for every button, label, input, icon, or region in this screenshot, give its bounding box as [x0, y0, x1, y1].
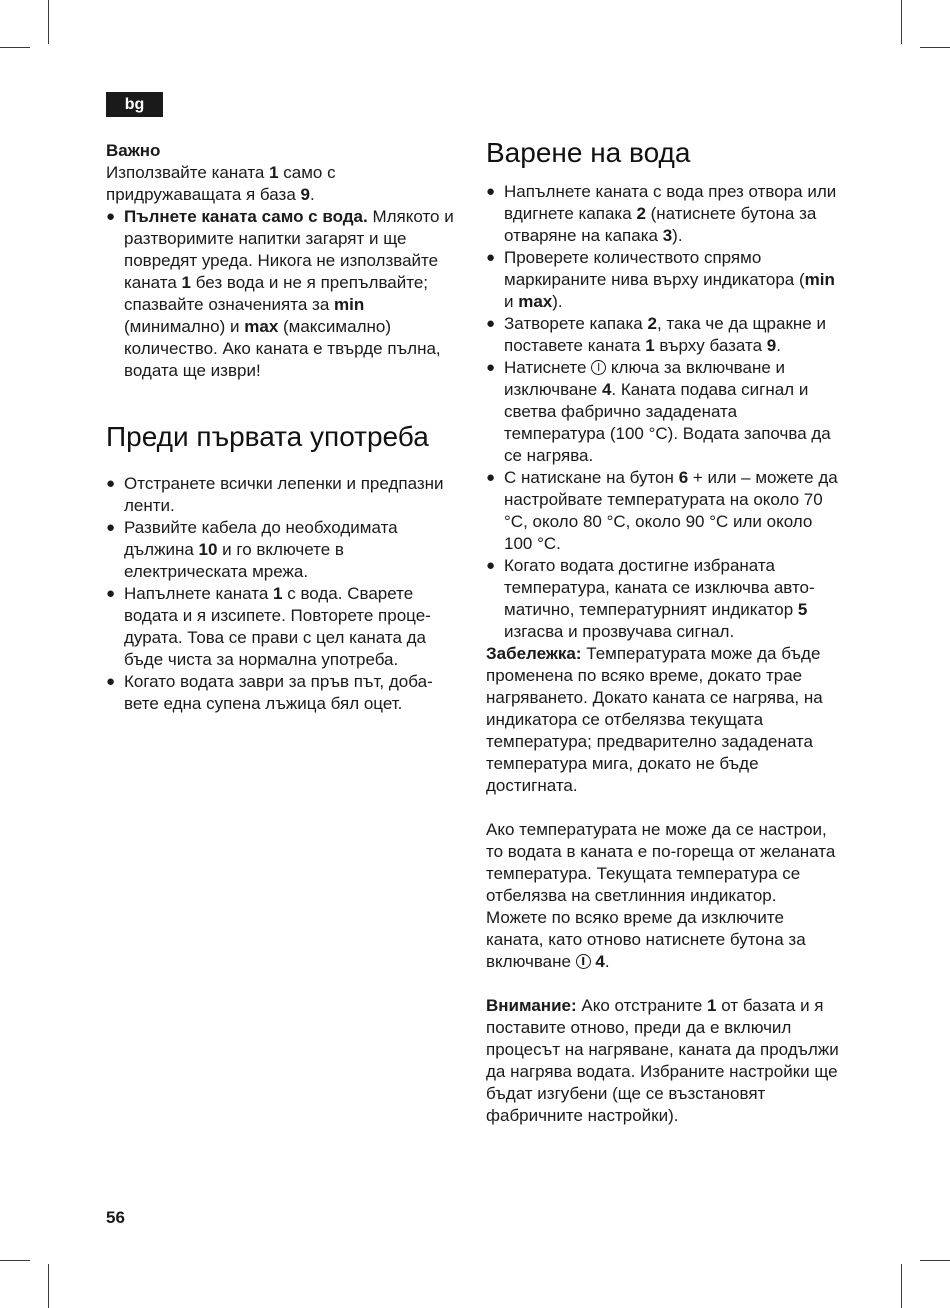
- list-item: ● С натискане на бутон 6 + или – можете да настройвате температурата на около 70 °C, около 80 °C, около 90 °C или около 100 °C.: [486, 468, 838, 553]
- important-text: Използвайте каната 1 само с придружаващата я база 9.: [106, 163, 336, 204]
- list-item: ● Натиснете ключа за включване и изключване 4. Каната подава сигнал и светва фабрично зададената температура (100 °C). Водата започва да се нагрява.: [486, 358, 831, 465]
- language-tag: bg: [106, 92, 163, 117]
- paragraph: Ако температурата не може да се настрои, то водата в каната е по-гореща от желаната температура. Текущата температура се отбелязва на светлинния индикатор.: [486, 820, 836, 905]
- important-list: [106, 206, 456, 382]
- crop-mark: [48, 1264, 49, 1308]
- boiling-steps-list: [486, 181, 842, 643]
- bullet-icon: ●: [106, 673, 116, 690]
- list-item: ● Развийте кабела до необходимата дължина 10 и го включете в електрическата мрежа.: [106, 518, 398, 581]
- page-number: 56: [106, 1208, 125, 1227]
- note-paragraph: Забележка: Температурата може да бъде променена по всяко време, докато трае нагряването. Докато каната се нагрява, на индикатора се отбелязва текущата температура; предварително зададената температура мига, докато не бъде достигната.: [486, 644, 823, 795]
- bullet-icon: ●: [106, 208, 116, 225]
- list-item: ● Напълнете каната с вода през отвора или вдигнете капака 2 (натиснете бутона за отваряне на капака 3).: [486, 182, 837, 245]
- section-heading-before-first-use: Преди първата употреба: [106, 421, 429, 452]
- power-icon: [591, 360, 606, 375]
- list-item: ● Отстранете всички лепенки и предпазни ленти.: [106, 474, 444, 515]
- crop-mark: [0, 1260, 30, 1261]
- crop-mark: [48, 0, 49, 44]
- bullet-icon: ●: [106, 585, 116, 602]
- bullet-icon: ●: [486, 249, 496, 266]
- bullet-icon: ●: [486, 469, 496, 486]
- crop-mark: [920, 47, 950, 48]
- list-item: ● Проверете количеството спрямо маркираните нива върху индикатора (min и max).: [486, 248, 835, 311]
- bullet-icon: ●: [106, 519, 116, 536]
- list-item: ● Напълнете каната 1 с вода. Сварете водата и я изсипете. Повторете процедурата. Това се прави с цел каната да бъде чиста за нормална употреба.: [106, 584, 431, 669]
- power-icon: [576, 954, 591, 969]
- bullet-icon: ●: [486, 315, 496, 332]
- crop-mark: [901, 0, 902, 44]
- list-item: ● Когато водата заври за пръв път, добавете една супена лъжица бял оцет.: [106, 672, 433, 713]
- bullet-icon: ●: [106, 475, 116, 492]
- bullet-icon: ●: [486, 557, 496, 574]
- crop-mark: [901, 1264, 902, 1308]
- paragraph: Можете по всяко време да изключите каната, като отново натиснете бутона за включване 4.: [486, 908, 806, 971]
- crop-mark: [920, 1260, 950, 1261]
- list-item: ● Пълнете каната само с вода. Млякото и разтворимите напитки загарят и ще повредят уреда. Никога не използвайте каната 1 без вода и не я препълвайте; спазвайте означенията за min (минимално) и max (максимално) количество. Ако каната е твърде пълна, водата ще изври!: [106, 207, 454, 380]
- caution-paragraph: Внимание: Ако отстраните 1 от базата и я поставите отново, преди да е включил процесът на нагряване, каната да продължи да нагрява водата. Избраните настройки ще бъдат изгубени (ще се възстановят фабричните настройки).: [486, 996, 839, 1125]
- right-column: [486, 136, 842, 1127]
- important-title: Важно: [106, 141, 161, 160]
- list-item: ● Когато водата достигне избраната температура, каната се изключва автоматично, температурният индикатор 5 изгасва и прозвучава сигнал.: [486, 556, 815, 641]
- bullet-icon: ●: [486, 359, 496, 376]
- left-column: [106, 140, 456, 715]
- list-item: ● Затворете капака 2, така че да щракне и поставете каната 1 върху базата 9.: [486, 314, 826, 355]
- section-heading-boiling-water: Варене на вода: [486, 137, 691, 168]
- before-use-list: [106, 473, 456, 715]
- crop-mark: [0, 47, 30, 48]
- bullet-icon: ●: [486, 183, 496, 200]
